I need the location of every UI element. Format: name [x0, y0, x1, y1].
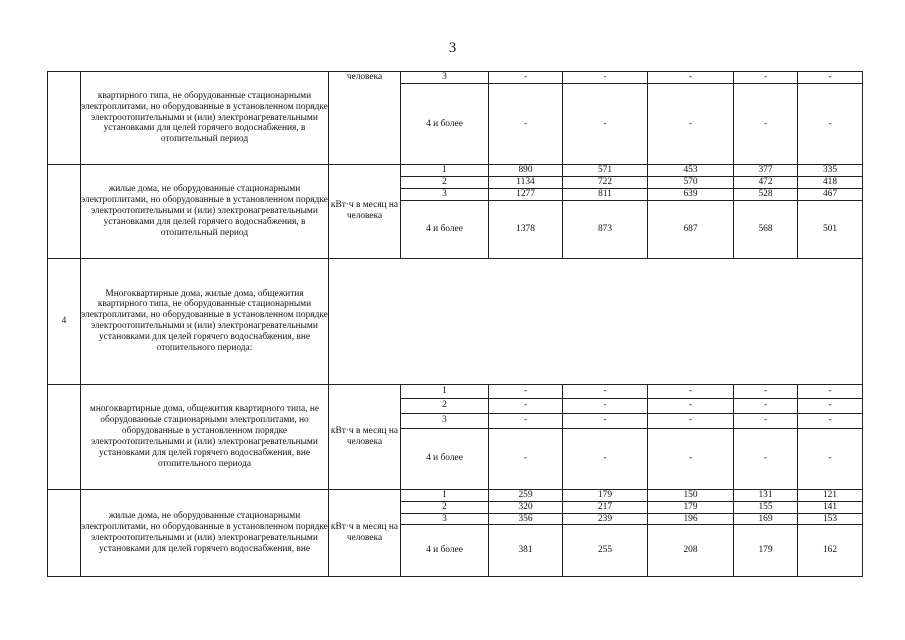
rooms-count-cell: 4 и более: [401, 525, 489, 577]
section-number: [48, 384, 81, 489]
rooms-count-cell: 2: [401, 398, 489, 413]
norm-value-cell: -: [648, 72, 734, 84]
rooms-count-cell: 1: [401, 384, 489, 398]
norm-value-cell: 179: [734, 525, 798, 577]
table-row: [48, 489, 863, 501]
rooms-count-cell: 3: [401, 188, 489, 200]
row-description: жилые дома, не оборудованные стационарными электроплитами, но оборудованные в установленном порядке электроотопительными и (или) электронагревательными установками для целей горячего водоснабжения, вне: [81, 489, 329, 577]
norm-value-cell: 335: [798, 165, 863, 177]
norm-value-cell: -: [734, 413, 798, 428]
norm-value-cell: -: [489, 398, 563, 413]
norm-value-cell: 571: [563, 165, 648, 177]
section-number: [48, 72, 81, 165]
rooms-count-cell: 3: [401, 72, 489, 84]
norm-value-cell: -: [648, 84, 734, 165]
norm-value-cell: -: [563, 72, 648, 84]
norm-value-cell: 179: [648, 501, 734, 513]
norm-value-cell: 196: [648, 513, 734, 525]
unit-cell: кВт·ч в месяц на человека: [329, 384, 401, 489]
norm-value-cell: 259: [489, 489, 563, 501]
norm-value-cell: -: [734, 84, 798, 165]
norm-value-cell: -: [489, 413, 563, 428]
norm-value-cell: 472: [734, 176, 798, 188]
norm-value-cell: 141: [798, 501, 863, 513]
rooms-count-cell: 2: [401, 176, 489, 188]
row-description: жилые дома, не оборудованные стационарными электроплитами, но оборудованные в установленном порядке электроотопительными и (или) электронагревательными установками для целей горячего водоснабжения, в отопительный период: [81, 165, 329, 259]
norm-value-cell: -: [734, 398, 798, 413]
section-number: [48, 489, 81, 577]
rooms-count-cell: 4 и более: [401, 428, 489, 489]
unit-cell: человека: [329, 72, 401, 165]
norm-value-cell: -: [489, 72, 563, 84]
norm-value-cell: 153: [798, 513, 863, 525]
section-number: [48, 165, 81, 259]
rooms-count-cell: 3: [401, 513, 489, 525]
norm-value-cell: 501: [798, 200, 863, 258]
norm-value-cell: 722: [563, 176, 648, 188]
norm-value-cell: -: [563, 398, 648, 413]
norm-value-cell: 528: [734, 188, 798, 200]
norm-value-cell: -: [798, 72, 863, 84]
norm-value-cell: -: [489, 428, 563, 489]
row-description: многоквартирные дома, общежития квартирного типа, не оборудованные стационарными электроплитами, но оборудованные в установленном порядке электроотопительными и (или) электронагревательными установками для целей горячего водоснабжения, вне отопительного периода: [81, 384, 329, 489]
norm-value-cell: -: [798, 428, 863, 489]
norm-value-cell: 418: [798, 176, 863, 188]
rooms-count-cell: 1: [401, 165, 489, 177]
norm-value-cell: -: [798, 84, 863, 165]
section-number: 4: [48, 258, 81, 384]
rooms-count-cell: 3: [401, 413, 489, 428]
norm-value-cell: -: [648, 428, 734, 489]
norm-value-cell: -: [563, 413, 648, 428]
norm-value-cell: -: [563, 84, 648, 165]
norm-value-cell: 568: [734, 200, 798, 258]
rooms-count-cell: 2: [401, 501, 489, 513]
norm-value-cell: 150: [648, 489, 734, 501]
norm-value-cell: 356: [489, 513, 563, 525]
row-description: Многоквартирные дома, жилые дома, общежития квартирного типа, не оборудованные стационарными электроплитами, но оборудованные в установленном порядке электроотопительными и (или) электронагревательными установками для целей горячего водоснабжения, вне отопительного периода:: [81, 258, 329, 384]
norm-value-cell: 890: [489, 165, 563, 177]
table-row: [48, 72, 863, 84]
norm-value-cell: -: [734, 72, 798, 84]
norm-value-cell: 639: [648, 188, 734, 200]
norm-value-cell: 179: [563, 489, 648, 501]
norm-value-cell: 255: [563, 525, 648, 577]
norm-value-cell: 687: [648, 200, 734, 258]
norm-value-cell: -: [563, 384, 648, 398]
norm-value-cell: -: [648, 384, 734, 398]
norm-value-cell: -: [734, 384, 798, 398]
page-number: 3: [448, 40, 457, 56]
norm-value-cell: 162: [798, 525, 863, 577]
norm-value-cell: 239: [563, 513, 648, 525]
norm-value-cell: 377: [734, 165, 798, 177]
rooms-count-cell: 4 и более: [401, 84, 489, 165]
row-description: квартирного типа, не оборудованные стационарными электроплитами, но оборудованные в установленном порядке электроотопительными и (или) электронагревательными установками для целей горячего водоснабжения, в отопительный период: [81, 72, 329, 165]
unit-cell: кВт·ч в месяц на человека: [329, 489, 401, 577]
unit-cell: кВт·ч в месяц на человека: [329, 165, 401, 259]
norm-value-cell: 131: [734, 489, 798, 501]
table-row: [48, 165, 863, 177]
norm-value-cell: 381: [489, 525, 563, 577]
norm-value-cell: 217: [563, 501, 648, 513]
norm-value-cell: -: [563, 428, 648, 489]
norm-value-cell: 208: [648, 525, 734, 577]
norm-value-cell: 467: [798, 188, 863, 200]
rooms-count-cell: 4 и более: [401, 200, 489, 258]
norm-value-cell: 1134: [489, 176, 563, 188]
norm-value-cell: -: [648, 398, 734, 413]
norm-value-cell: 155: [734, 501, 798, 513]
norm-value-cell: 121: [798, 489, 863, 501]
table-row: [48, 258, 863, 384]
norm-value-cell: 1277: [489, 188, 563, 200]
norm-value-cell: 453: [648, 165, 734, 177]
norm-value-cell: 570: [648, 176, 734, 188]
table-body: [48, 72, 863, 577]
norm-value-cell: -: [648, 413, 734, 428]
norm-value-cell: 811: [563, 188, 648, 200]
table-row: [48, 384, 863, 398]
consumption-norms-table: [47, 71, 863, 577]
norm-value-cell: -: [798, 398, 863, 413]
norm-value-cell: -: [798, 413, 863, 428]
norm-value-cell: -: [798, 384, 863, 398]
norm-value-cell: 169: [734, 513, 798, 525]
rooms-count-cell: 1: [401, 489, 489, 501]
merged-empty-cell: [329, 258, 863, 384]
norm-value-cell: -: [489, 84, 563, 165]
norm-value-cell: 873: [563, 200, 648, 258]
norm-value-cell: 320: [489, 501, 563, 513]
norm-value-cell: 1378: [489, 200, 563, 258]
norm-value-cell: -: [734, 428, 798, 489]
norm-value-cell: -: [489, 384, 563, 398]
